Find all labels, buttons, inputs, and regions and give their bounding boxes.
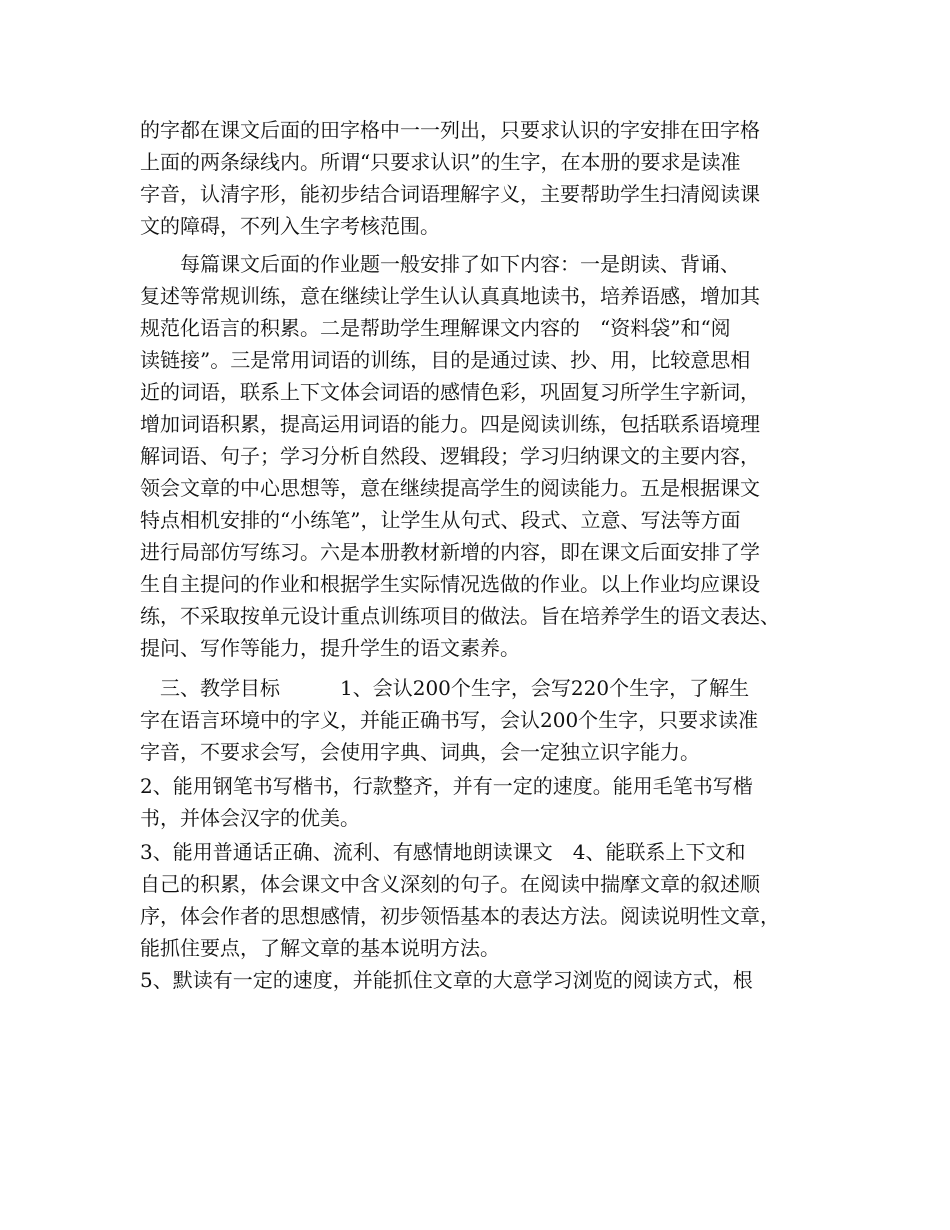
text-line: 序，体会作者的思想感情，初步领悟基本的表达方法。阅读说明性文章， [140, 904, 780, 928]
text-line: 的字都在课文后面的田字格中一一列出，只要求认识的字安排在田字格 [140, 118, 760, 142]
text-line: 上面的两条绿线内。所谓“只要求认识”的生字，在本册的要求是读准 [140, 150, 741, 174]
text-line: 书，并体会汉字的优美。 [140, 806, 360, 830]
text-line: 提问、写作等能力，提升学生的语文素养。 [140, 636, 520, 660]
text-line: 3、能用普通话正确、流利、有感情地朗读课文 4、能联系上下文和 [140, 840, 746, 864]
text-line: 复述等常规训练，意在继续让学生认认真真地读书，培养语感，增加其 [140, 284, 760, 308]
text-line: 每篇课文后面的作业题一般安排了如下内容：一是朗读、背诵、 [140, 252, 740, 276]
text-line: 能抓住要点，了解文章的基本说明方法。 [140, 936, 500, 960]
text-line: 字音，认清字形，能初步结合词语理解字义，主要帮助学生扫清阅读课 [140, 182, 760, 206]
text-line: 字音，不要求会写，会使用字典、词典，会一定独立识字能力。 [140, 740, 700, 764]
text-line: 近的词语，联系上下文体会词语的感情色彩，巩固复习所学生字新词， [140, 380, 760, 404]
text-line: 读链接”。三是常用词语的训练，目的是通过读、抄、用，比较意思相 [140, 348, 751, 372]
text-line: 练，不采取按单元设计重点训练项目的做法。旨在培养学生的语文表达、 [140, 604, 780, 628]
text-line: 自己的积累，体会课文中含义深刻的句子。在阅读中揣摩文章的叙述顺 [140, 872, 760, 896]
text-line: 字在语言环境中的字义，并能正确书写，会认200个生字，只要求读准 [140, 708, 759, 732]
text-line: 5、默读有一定的速度，并能抓住文章的大意学习浏览的阅读方式，根 [140, 968, 753, 992]
text-line: 特点相机安排的“小练笔”，让学生从句式、段式、立意、写法等方面 [140, 508, 741, 532]
text-line: 进行局部仿写练习。六是本册教材新增的内容，即在课文后面安排了学 [140, 540, 760, 564]
text-line: 三、教学目标 1、会认200个生字，会写220个生字，了解生 [140, 676, 750, 700]
text-line: 解词语、句子；学习分析自然段、逻辑段；学习归纳课文的主要内容， [140, 444, 760, 468]
text-line: 生自主提问的作业和根据学生实际情况选做的作业。以上作业均应课设 [140, 572, 760, 596]
text-line: 文的障碍，不列入生字考核范围。 [140, 214, 440, 238]
text-line: 增加词语积累，提高运用词语的能力。四是阅读训练，包括联系语境理 [140, 412, 760, 436]
text-line: 2、能用钢笔书写楷书，行款整齐，并有一定的速度。能用毛笔书写楷 [140, 774, 753, 798]
text-line: 领会文章的中心思想等，意在继续提高学生的阅读能力。五是根据课文 [140, 476, 760, 500]
text-line: 规范化语言的积累。二是帮助学生理解课文内容的 “资料袋”和“阅 [140, 316, 731, 340]
